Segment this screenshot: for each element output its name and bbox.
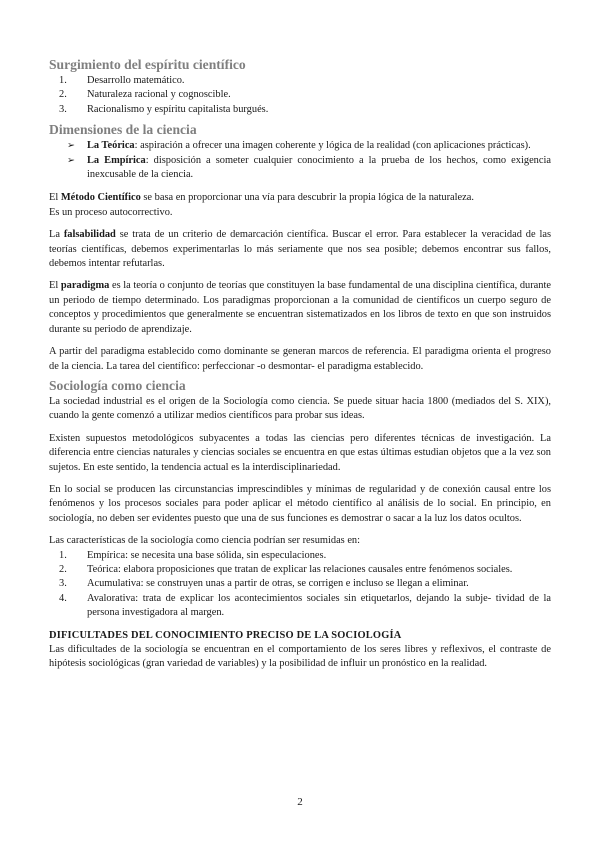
paragraph-sociologia-2: Existen supuestos metodológicos subyacentes a todas las ciencias pero diferentes técnicas de investigación. La diferencia entre ciencias naturales y ciencias sociales se encuentra en que estas últimas estudian objetos que a la vez son sujetos. En este sentido, la tendencia actual es la interdisciplinariedad.: [49, 432, 551, 473]
list-item: 2. Teórica: elabora proposiciones que tratan de explicar las relaciones causales entre fenómenos sociales.: [59, 563, 513, 575]
list-item: 2. Naturaleza racional y cognoscible.: [59, 89, 231, 101]
paragraph-sociologia-1: La sociedad industrial es el origen de la Sociología como ciencia. Se puede situar hacia 1800 (mediados del S. XIX), cuando la gente comenzó a utilizar medios científicos para probar sus ideas.: [49, 395, 551, 422]
document-page: [49, 56, 551, 672]
section-heading-dificultades: DIFICULTADES DEL CONOCIMIENTO PRECISO DE LA SOCIOLOGÍA: [49, 629, 402, 641]
paragraph-sociologia-3: En lo social se producen las circunstancias imprescindibles y mínimas de regularidad y de conexión causal entre los fenómenos y los procesos sociales para poder aplicar el método científico al análisis de lo social. En principio, en sociología, no deben ser evidentes puesto que una de sus funciones es demostrar o sacar a la luz los datos ocultos.: [49, 483, 551, 524]
list-caracteristicas: [49, 549, 551, 621]
list-dimensiones: [49, 139, 551, 182]
section-heading-surgimiento: Surgimiento del espíritu científico: [49, 57, 246, 72]
paragraph-metodo: El Método Científico se basa en proporcionar una vía para descubrir la propia lógica de la naturaleza. Es un proceso autocorrectivo.: [49, 192, 474, 218]
paragraph-dificultades: Las dificultades de la sociología se encuentran en el comportamiento de los seres libres y reflexivos, el contraste de hipótesis sociológicas (gran variedad de variables) y la posibilidad de influir un pronóstico en la realidad.: [49, 644, 551, 670]
list-item: ➢ La Teórica: aspiración a ofrecer una imagen coherente y lógica de la realidad (con aplicaciones prácticas).: [49, 139, 551, 153]
list-item: 3. Acumulativa: se construyen unas a partir de otras, se corrigen e incluso se llegan a eliminar.: [59, 578, 469, 590]
paragraph-sociologia-4: Las características de la sociología como ciencia podrían ser resumidas en:: [49, 535, 361, 547]
paragraph-paradigma: El paradigma es la teoría o conjunto de teorías que constituyen la base fundamental de una disciplina científica, durante un periodo de tiempo determinado. Los paradigmas proporcionan a la comunidad de científicos un cuerpo seguro de conceptos y procedimientos que generalmente se encuentran sistematizados en los libros de texto en que son instruidos durante su periodo de aprendizaje.: [49, 280, 551, 335]
list-item: 4. Avalorativa: trata de explicar los acontecimientos sociales sin etiquetarlos, dejando la subje- tividad de la persona investigadora al margen.: [59, 592, 551, 619]
list-item: 3. Racionalismo y espíritu capitalista burgués.: [59, 103, 269, 115]
list-item: 1. Desarrollo matemático.: [59, 75, 185, 86]
list-item: ➢ La Empírica: disposición a someter cualquier conocimiento a la prueba de los hechos, como exigencia inexcusable de la ciencia.: [67, 154, 551, 181]
paragraph-paradigma-2: A partir del paradigma establecido como dominante se generan marcos de referencia. El paradigma orienta el progreso de la ciencia. La tarea del científico: perfeccionar -o desmontar- el paradigma establecido.: [49, 346, 551, 372]
section-heading-sociologia: Sociología como ciencia: [49, 377, 186, 393]
list-item: 1. Empírica: se necesita una base sólida, sin especulaciones.: [59, 549, 327, 561]
paragraph-falsabilidad: La falsabilidad se trata de un criterio de demarcación científica. Buscar el error. Para establecer la veracidad de las teorías científicas, debemos experimentarlas lo más seriamente que nos sea posible; debemos encontrar sus fallos, debemos intentar refutarlas.: [49, 229, 551, 270]
page-number: 2: [297, 796, 303, 808]
section-heading-dimensiones: Dimensiones de la ciencia: [49, 122, 197, 138]
list-surgimiento: [49, 74, 551, 117]
arrow-bullet-icon: ➢: [67, 154, 75, 166]
arrow-bullet-icon: ➢: [67, 140, 75, 152]
